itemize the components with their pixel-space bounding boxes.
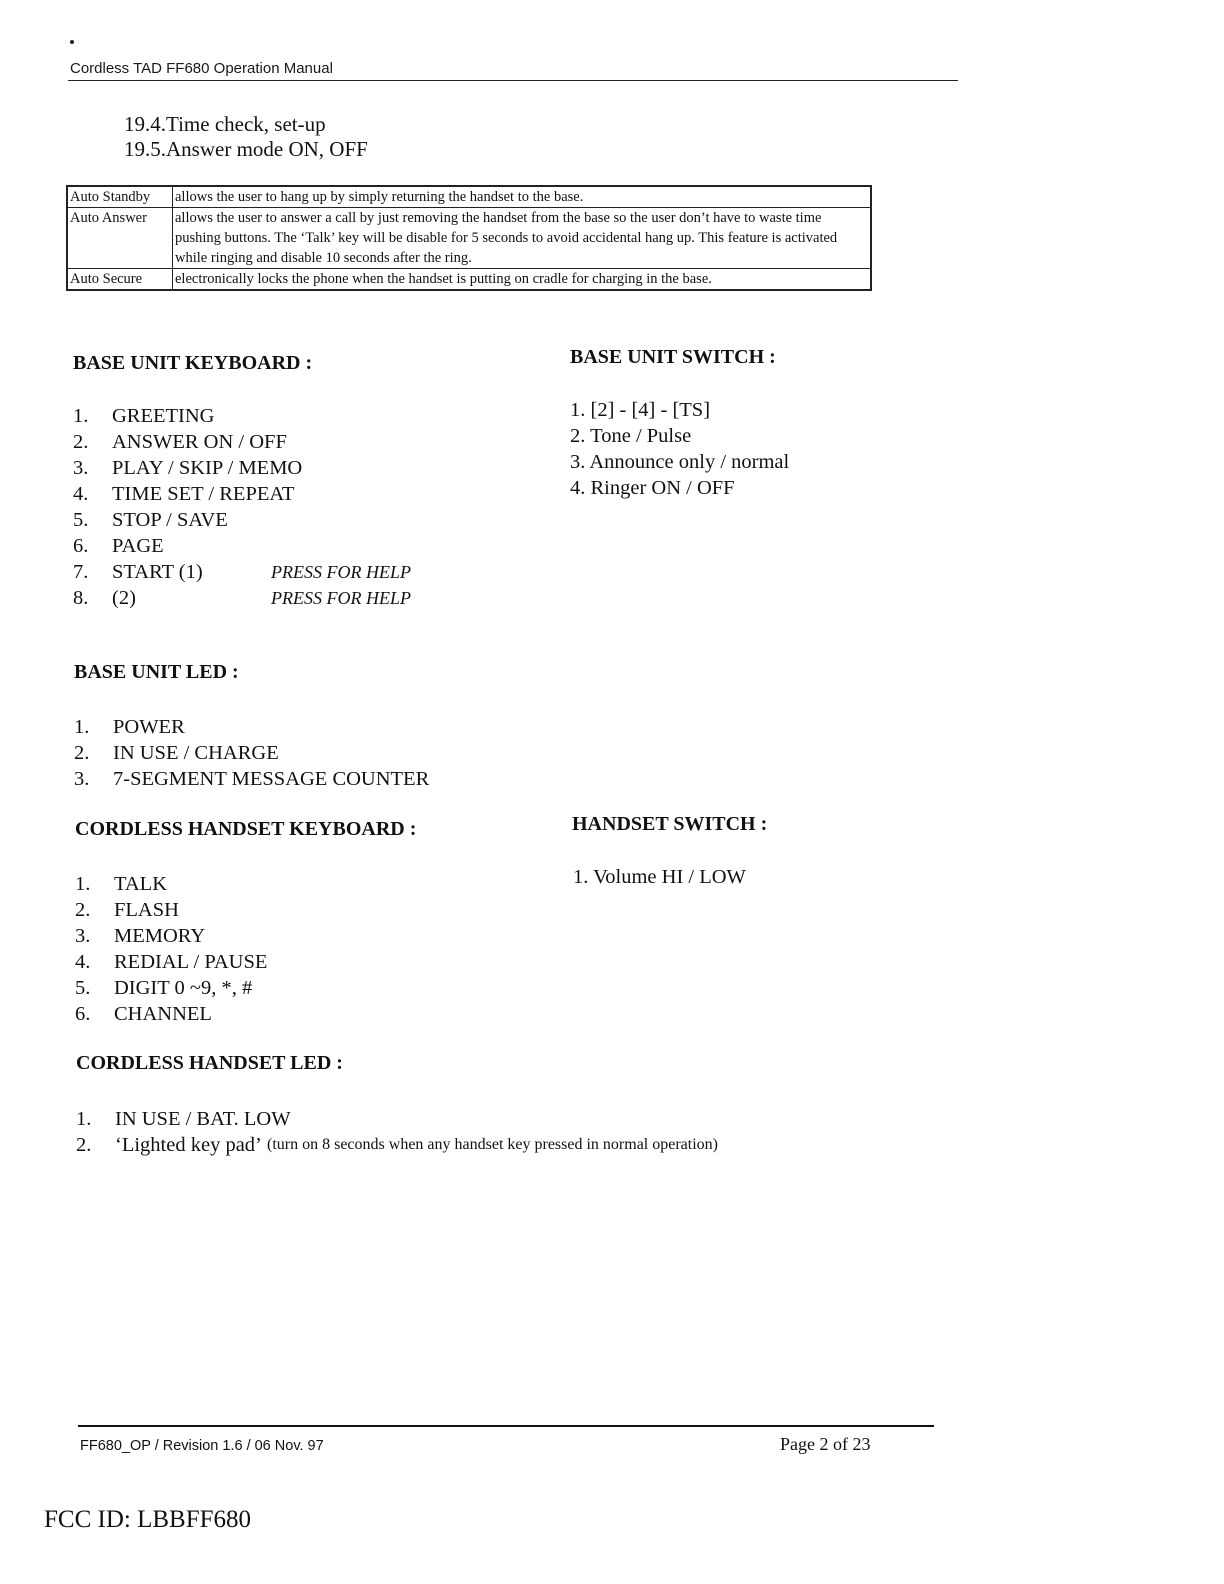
fcc-id: FCC ID: LBBFF680: [44, 1506, 252, 1533]
list-item: 4. Ringer ON / OFF: [570, 477, 735, 499]
cordless-handset-keyboard-title: CORDLESS HANDSET KEYBOARD :: [75, 818, 417, 840]
header-rule: [68, 80, 958, 81]
cordless-handset-led-title: CORDLESS HANDSET LED :: [76, 1052, 343, 1074]
list-item: 5. STOP / SAVE: [73, 509, 228, 531]
footer-rule: [78, 1425, 934, 1427]
sub-item: 19.4.Time check, set-up: [124, 112, 326, 136]
base-unit-led-title: BASE UNIT LED :: [74, 661, 239, 683]
base-unit-led-list: [74, 714, 429, 792]
cordless-handset-led-list: [76, 1106, 718, 1158]
list-item: 6. CHANNEL: [75, 1003, 212, 1025]
list-item: 4. TIME SET / REPEAT: [73, 483, 295, 505]
handset-switch-list: [573, 864, 746, 890]
base-unit-keyboard-list: [73, 403, 493, 611]
list-item: 2. Tone / Pulse: [570, 425, 692, 447]
page-number: Page 2 of 23: [780, 1434, 871, 1454]
list-item: 1. TALK: [75, 873, 168, 895]
base-unit-switch-title: BASE UNIT SWITCH :: [570, 346, 776, 368]
list-item: 4. REDIAL / PAUSE: [75, 951, 268, 973]
features-table: [66, 185, 872, 291]
running-header: Cordless TAD FF680 Operation Manual: [70, 60, 333, 77]
list-item: 1. IN USE / BAT. LOW: [76, 1108, 291, 1130]
table-row: [67, 208, 871, 269]
handset-switch-title: HANDSET SWITCH :: [572, 813, 768, 835]
footer-revision: FF680_OP / Revision 1.6 / 06 Nov. 97: [80, 1438, 324, 1454]
scan-speck: [70, 40, 74, 44]
feature-term: Auto Standby: [67, 186, 173, 208]
sub-item: 19.5.Answer mode ON, OFF: [124, 137, 368, 161]
list-item: 3. PLAY / SKIP / MEMO: [73, 457, 303, 479]
help-note: PRESS FOR HELP: [271, 588, 411, 608]
base-unit-switch-list: [570, 397, 789, 501]
list-item: 2. FLASH: [75, 899, 179, 921]
list-item: 2. IN USE / CHARGE: [74, 742, 279, 764]
feature-description: allows the user to hang up by simply returning the handset to the base.: [173, 186, 872, 208]
list-item: 1. [2] - [4] - [TS]: [570, 399, 711, 421]
list-item: 2. ‘Lighted key pad’ (turn on 8 seconds when any handset key pressed in normal operation): [76, 1134, 718, 1156]
table-row: [67, 269, 871, 291]
list-item: 7. START (1) PRESS FOR HELP: [73, 561, 411, 583]
list-item: 5. DIGIT 0 ~9, *, #: [75, 977, 253, 999]
list-item: 8. (2) PRESS FOR HELP: [73, 587, 411, 609]
feature-description: allows the user to answer a call by just removing the handset from the base so the user don’t have to waste time pushing buttons. The ‘Talk’ key will be disable for 5 seconds to avoid accidental hang up. This feature is activated while ringing and disable 10 seconds after the ring.: [173, 208, 872, 269]
feature-description: electronically locks the phone when the handset is putting on cradle for charging in the base.: [173, 269, 872, 291]
table-row: [67, 186, 871, 208]
help-note: PRESS FOR HELP: [271, 562, 411, 582]
sub-items: [124, 112, 368, 162]
list-item: 3. 7-SEGMENT MESSAGE COUNTER: [74, 768, 430, 790]
feature-term: Auto Secure: [67, 269, 173, 291]
list-item: 1. Volume HI / LOW: [573, 866, 746, 888]
list-item: 3. MEMORY: [75, 925, 206, 947]
list-item: 1. POWER: [74, 716, 185, 738]
list-item: 1. GREETING: [73, 405, 215, 427]
cordless-handset-keyboard-list: [75, 871, 267, 1027]
led-note: (turn on 8 seconds when any handset key pressed in normal operation): [267, 1136, 718, 1153]
list-item: 3. Announce only / normal: [570, 451, 790, 473]
feature-term: Auto Answer: [67, 208, 173, 269]
list-item: 2. ANSWER ON / OFF: [73, 431, 287, 453]
list-item: 6. PAGE: [73, 535, 164, 557]
base-unit-keyboard-title: BASE UNIT KEYBOARD :: [73, 352, 313, 374]
